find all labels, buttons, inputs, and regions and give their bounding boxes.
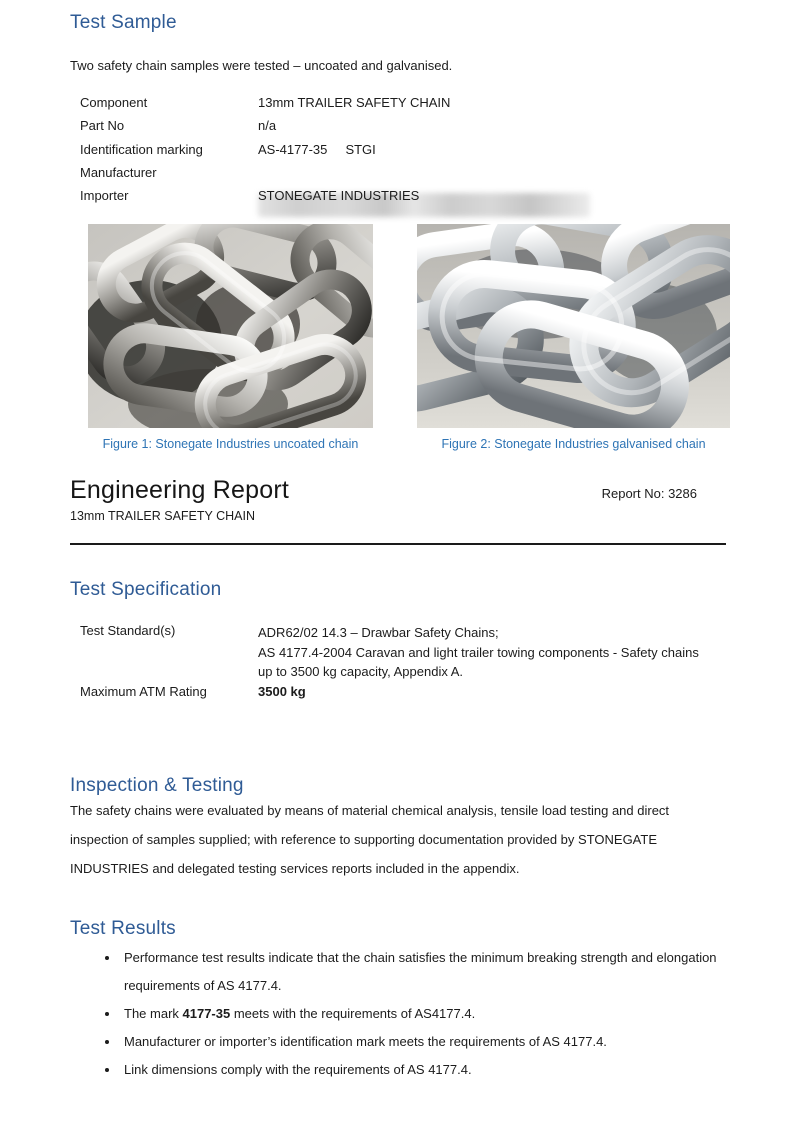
bullet-bold: 4177-35: [182, 1006, 231, 1021]
figure-1-caption: Figure 1: Stonegate Industries uncoated chain: [102, 437, 359, 451]
report-number: Report No: 3286: [601, 486, 697, 501]
field-label: Identification marking: [80, 141, 203, 157]
field-label: Part No: [80, 118, 125, 134]
atm-rating-row: [80, 684, 306, 699]
field-label: Maximum ATM Rating: [80, 684, 207, 699]
sample-details-table: [80, 95, 590, 211]
test-specification-heading: Test Specification: [70, 579, 222, 600]
field-value: [258, 623, 699, 682]
test-results-list: [98, 944, 740, 1084]
bullet-text: The mark: [124, 1006, 183, 1021]
inspection-testing-heading: Inspection & Testing: [70, 775, 244, 796]
standard-line: AS 4177.4-2004 Caravan and light trailer towing components - Safety chains: [258, 644, 699, 660]
bullet-text: Manufacturer or importer’s identification mark meets the requirements of AS 4177.4.: [124, 1034, 607, 1049]
figure-1: [88, 224, 373, 451]
figure-2-caption: Figure 2: Stonegate Industries galvanised chain: [441, 437, 706, 451]
bullet-text: meets with the requirements of AS4177.4.: [230, 1006, 476, 1021]
test-sample-heading: Test Sample: [70, 12, 177, 33]
inspection-body: The safety chains were evaluated by means of material chemical analysis, tensile load testing and direct inspection of samples supplied; with reference to supporting documentation provided by STONEGATE INDUSTRIES and delegated testing services reports included in the appendix.: [70, 803, 670, 876]
test-results-heading: Test Results: [70, 918, 176, 939]
report-subtitle: 13mm TRAILER SAFETY CHAIN: [70, 509, 255, 523]
list-item: [120, 944, 740, 1000]
standard-line: up to 3500 kg capacity, Appendix A.: [258, 664, 464, 679]
galvanised-chain-photo: [417, 224, 730, 428]
table-row: [80, 118, 590, 141]
bullet-text: Link dimensions comply with the requirements of AS 4177.4.: [124, 1062, 472, 1077]
list-item: [120, 1000, 740, 1028]
horizontal-rule: [70, 543, 726, 545]
table-row: [80, 142, 590, 165]
list-item: [120, 1028, 740, 1056]
test-sample-intro: Two safety chain samples were tested – uncoated and galvanised.: [70, 58, 453, 73]
table-row: [80, 95, 590, 118]
report-title: Engineering Report: [70, 476, 290, 504]
uncoated-chain-photo: [88, 224, 373, 428]
table-row: [80, 165, 590, 188]
bullet-text: Performance test results indicate that the chain satisfies the minimum breaking strength and elongation requirements of AS 4177.4.: [124, 950, 717, 993]
report-header: [70, 476, 726, 523]
field-label: Component: [80, 95, 148, 110]
field-value: 13mm TRAILER SAFETY CHAIN: [258, 95, 451, 110]
field-label: Test Standard(s): [80, 623, 176, 638]
standard-line: ADR62/02 14.3 – Drawbar Safety Chains;: [258, 625, 499, 640]
field-value: AS-4177-35 STGI: [258, 141, 376, 157]
field-value: 3500 kg: [258, 684, 306, 699]
list-item: [120, 1056, 740, 1084]
figure-2: [417, 224, 730, 451]
field-label: Importer: [80, 188, 129, 204]
field-value: STONEGATE INDUSTRIES: [258, 188, 420, 204]
field-label: Manufacturer: [80, 164, 157, 180]
test-standards-row: [80, 623, 699, 682]
field-value: n/a: [258, 118, 277, 134]
